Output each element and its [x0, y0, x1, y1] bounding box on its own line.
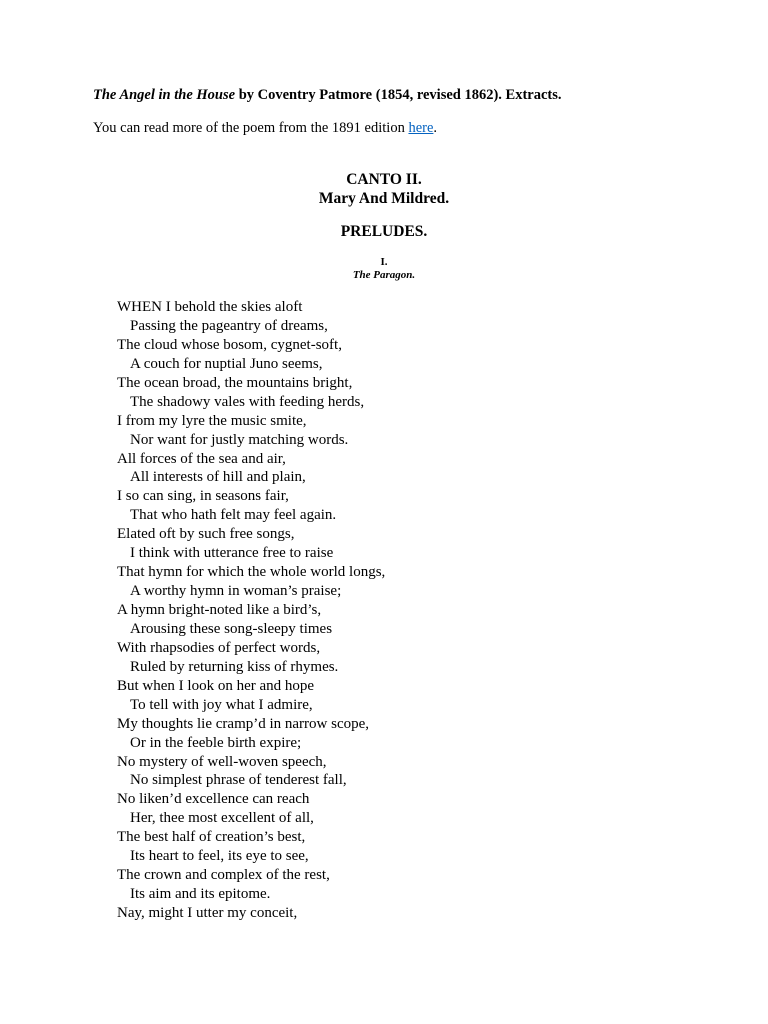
- document-title: [93, 87, 562, 104]
- poem-line: Elated oft by such free songs,: [117, 526, 295, 543]
- intro-period: .: [433, 120, 438, 136]
- poem-line: I think with utterance free to raise: [130, 545, 334, 562]
- poem-line: Nor want for justly matching words.: [130, 431, 349, 448]
- poem-line: Nay, might I utter my conceit,: [117, 905, 298, 921]
- poem-line: Passing the pageantry of dreams,: [130, 317, 328, 334]
- poem-line: Arousing these song-sleepy times: [130, 620, 333, 637]
- poem-line: No simplest phrase of tenderest fall,: [130, 772, 347, 789]
- poem-line: A worthy hymn in woman’s praise;: [130, 583, 342, 600]
- poem-body: [117, 298, 385, 923]
- canto-number: CANTO II.: [346, 171, 422, 188]
- poem-line: That who hath felt may feel again.: [130, 507, 337, 524]
- poem-line: With rhapsodies of perfect words,: [117, 639, 321, 656]
- poem-line: No liken’d excellence can reach: [117, 791, 310, 808]
- canto-heading: [0, 170, 768, 208]
- poem-line: All forces of the sea and air,: [117, 450, 286, 467]
- poem-line: Or in the feeble birth expire;: [130, 734, 302, 751]
- poem-line: All interests of hill and plain,: [130, 469, 306, 486]
- poem-line: Her, thee most excellent of all,: [130, 810, 314, 827]
- poem-line: Its heart to feel, its eye to see,: [130, 848, 309, 865]
- work-title: The Angel in the House: [93, 87, 236, 103]
- poem-line: My thoughts lie cramp’d in narrow scope,: [117, 715, 370, 732]
- poem-line: The ocean broad, the mountains bright,: [117, 374, 353, 391]
- byline: by Coventry Patmore (1854, revised 1862). Extracts.: [235, 87, 562, 103]
- intro-text: You can read more of the poem from the 1891 edition: [93, 120, 409, 136]
- poem-line: To tell with joy what I admire,: [130, 696, 313, 713]
- poem-line: [117, 298, 385, 317]
- section-subtitle: The Paragon.: [352, 269, 416, 281]
- intro-paragraph: [93, 120, 437, 137]
- first-word-rest: HEN: [131, 299, 162, 315]
- canto-title: Mary And Mildred.: [318, 190, 450, 207]
- first-word-initial: W: [117, 299, 132, 315]
- poem-line: The crown and complex of the rest,: [117, 867, 330, 884]
- first-line-rest: I behold the skies aloft: [162, 299, 303, 315]
- preludes-heading: PRELUDES.: [340, 223, 428, 240]
- poem-line: The shadowy vales with feeding herds,: [130, 393, 365, 410]
- poem-line: Its aim and its epitome.: [130, 886, 271, 903]
- here-link[interactable]: here: [408, 120, 434, 136]
- poem-line: That hymn for which the whole world longs,: [117, 564, 386, 581]
- poem-line: No mystery of well-woven speech,: [117, 753, 327, 770]
- poem-line: The best half of creation’s best,: [117, 829, 306, 846]
- poem-line: A hymn bright-noted like a bird’s,: [117, 602, 322, 618]
- poem-line: I from my lyre the music smite,: [117, 412, 307, 429]
- poem-line: But when I look on her and hope: [117, 677, 315, 694]
- poem-line: I so can sing, in seasons fair,: [117, 488, 289, 505]
- poem-line: Ruled by returning kiss of rhymes.: [130, 658, 339, 675]
- poem-line: The cloud whose bosom, cygnet-soft,: [117, 336, 342, 353]
- poem-line: A couch for nuptial Juno seems,: [130, 355, 323, 372]
- section-numeral: I.: [380, 256, 388, 268]
